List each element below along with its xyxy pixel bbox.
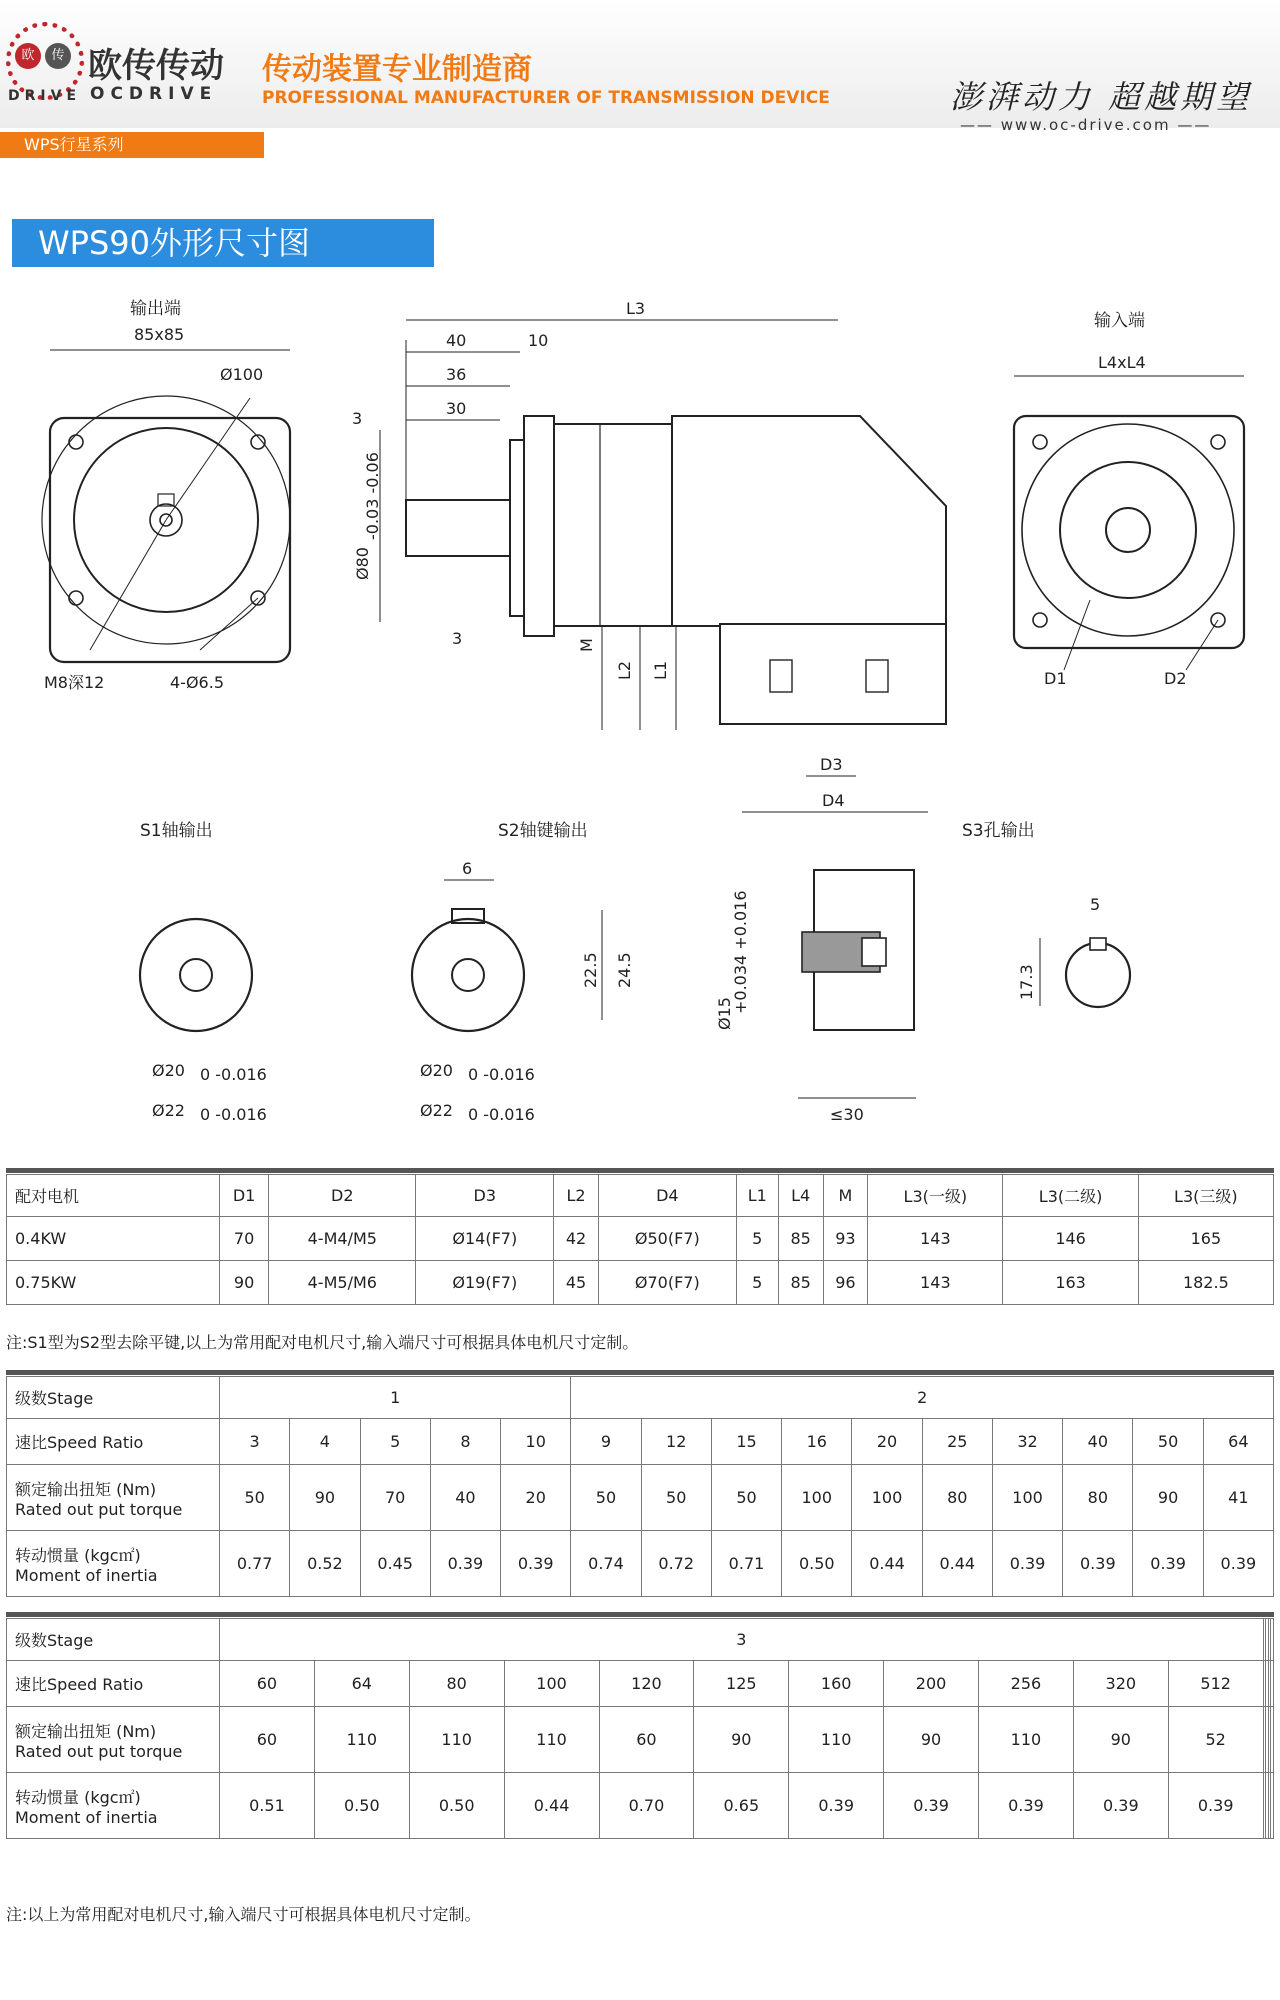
leader-d100 <box>166 398 250 520</box>
table-cell: 4-M5/M6 <box>269 1261 416 1305</box>
d36-label: 36 <box>446 365 467 384</box>
l4-label: L4xL4 <box>1098 353 1146 372</box>
table-header-cell: L2 <box>554 1175 599 1217</box>
table-cell: 20 <box>501 1465 571 1531</box>
table-cell: 40 <box>1063 1419 1133 1465</box>
s2-outer-circle <box>412 919 524 1031</box>
page-header <box>0 0 1280 134</box>
tagline-cn: 传动装置专业制造商 <box>262 52 532 87</box>
s3-5-label: 5 <box>1090 895 1101 914</box>
d30-label: 30 <box>446 399 467 418</box>
table-cell: 110 <box>409 1707 504 1773</box>
table-cell: 60 <box>220 1707 315 1773</box>
input-outer-circle <box>1022 424 1234 636</box>
output-flange-square <box>50 418 290 662</box>
table-cell: 93 <box>823 1217 868 1261</box>
input-hole-tl <box>1033 435 1047 449</box>
row-label <box>7 1707 220 1773</box>
table-header-cell: L3(二级) <box>1003 1175 1138 1217</box>
s2-inner-circle <box>452 959 484 991</box>
s2-6-label: 6 <box>462 859 473 878</box>
s3-30-label: ≤30 <box>830 1105 864 1124</box>
brand-name-en: OCDRIVE <box>90 84 218 104</box>
table-cell: 80 <box>1063 1465 1133 1531</box>
s3-d15-tol: +0.034 +0.016 <box>731 890 750 1014</box>
table-cell: 50 <box>641 1465 711 1531</box>
s1-d20-tol: 0 -0.016 <box>200 1065 267 1084</box>
table-cell: 45 <box>554 1261 599 1305</box>
s1-label: S1轴输出 <box>140 821 213 841</box>
table-cell: 110 <box>314 1707 409 1773</box>
table-cell: 0.74 <box>571 1531 641 1597</box>
table-header-cell: L3(一级) <box>868 1175 1003 1217</box>
output-hole-bl <box>69 591 83 605</box>
s3-label: S3孔输出 <box>962 821 1035 841</box>
row-label-cn: 转动惯量 (kgc㎡) <box>15 1545 141 1565</box>
s1-outer-circle <box>140 919 252 1031</box>
table-cell: 20 <box>852 1419 922 1465</box>
row-label <box>7 1773 220 1839</box>
table-cell: 100 <box>782 1465 852 1531</box>
output-hole-tl <box>69 435 83 449</box>
table-cell: 0.52 <box>290 1531 360 1597</box>
table-cell: 100 <box>992 1465 1062 1531</box>
table-cell: 60 <box>220 1661 315 1707</box>
table-cell: Ø14(F7) <box>416 1217 554 1261</box>
website-text: www.oc-drive.com <box>1000 116 1171 134</box>
table-cell: 0.39 <box>884 1773 979 1839</box>
table-row <box>7 1377 1274 1419</box>
performance-table-2 <box>6 1618 1274 1839</box>
table-cell: 5 <box>736 1261 778 1305</box>
table-cell <box>1271 1619 1274 1661</box>
table-cell <box>1271 1661 1274 1707</box>
s3-d15-label: Ø15 <box>715 997 734 1030</box>
table-divider-2 <box>6 1370 1274 1375</box>
stage-group-cell: 3 <box>220 1619 1264 1661</box>
table-row <box>7 1707 1274 1773</box>
table-cell: 90 <box>694 1707 789 1773</box>
s3-bore-end <box>862 938 886 966</box>
table-cell: 16 <box>782 1419 852 1465</box>
table-row <box>7 1465 1274 1531</box>
slogan: 澎湃动力 超越期望 <box>950 78 1253 116</box>
s2-d20-tol: 0 -0.016 <box>468 1065 535 1084</box>
table-cell: 0.45 <box>360 1531 430 1597</box>
table-cell: 0.39 <box>501 1531 571 1597</box>
d100-label: Ø100 <box>220 365 264 384</box>
brand-name-cn: 欧传传动 <box>88 46 224 86</box>
side-flange-rear <box>524 416 554 636</box>
table-cell: 50 <box>571 1465 641 1531</box>
input-bore-circle <box>1106 508 1150 552</box>
input-hole-tr <box>1211 435 1225 449</box>
stage-label: 级数Stage <box>7 1619 220 1661</box>
table-cell: 125 <box>694 1661 789 1707</box>
table-divider-3 <box>6 1612 1274 1617</box>
table-divider-1 <box>6 1168 1274 1173</box>
table-cell: Ø19(F7) <box>416 1261 554 1305</box>
d40-label: 40 <box>446 331 467 350</box>
L3-label: L3 <box>626 299 646 318</box>
table-cell: 3 <box>220 1419 290 1465</box>
table-cell: 80 <box>409 1661 504 1707</box>
table-header-cell: 配对电机 <box>7 1175 220 1217</box>
row-label-en: Moment of inertia <box>15 1807 158 1827</box>
table-cell: 64 <box>1203 1419 1273 1465</box>
table-cell: 9 <box>571 1419 641 1465</box>
table-cell: 100 <box>852 1465 922 1531</box>
table-cell: 163 <box>1003 1261 1138 1305</box>
motor-table <box>6 1174 1274 1305</box>
table-row <box>7 1531 1274 1597</box>
table-cell: 256 <box>979 1661 1074 1707</box>
D1-label: D1 <box>1044 669 1067 688</box>
table-cell: 0.44 <box>504 1773 599 1839</box>
table-row <box>7 1619 1274 1661</box>
logo-char-1: 欧 <box>15 43 41 69</box>
table-cell: 90 <box>290 1465 360 1531</box>
table-header-cell: L1 <box>736 1175 778 1217</box>
table-cell: 0.39 <box>979 1773 1074 1839</box>
table-cell <box>1271 1707 1274 1773</box>
table-cell: 80 <box>922 1465 992 1531</box>
row-label-en: Rated out put torque <box>15 1741 183 1761</box>
table-cell: 41 <box>1203 1465 1273 1531</box>
table-cell <box>1271 1773 1274 1839</box>
leader-holes <box>200 598 258 650</box>
table-cell: 0.39 <box>1073 1773 1168 1839</box>
table-cell: 25 <box>922 1419 992 1465</box>
s2-225-label: 22.5 <box>581 952 600 988</box>
output-size-label: 85x85 <box>134 325 185 344</box>
input-flange-square <box>1014 416 1244 648</box>
m8-label: M8深12 <box>44 673 105 692</box>
s2-d20-label: Ø20 <box>420 1061 453 1080</box>
table-cell: 0.50 <box>409 1773 504 1839</box>
table-cell: 4 <box>290 1419 360 1465</box>
table-cell: 90 <box>220 1261 269 1305</box>
table-cell: 85 <box>778 1217 823 1261</box>
table-cell: 10 <box>501 1419 571 1465</box>
table-cell: 85 <box>778 1261 823 1305</box>
input-hole-bl <box>1033 613 1047 627</box>
table-cell: 110 <box>789 1707 884 1773</box>
table-cell: 0.51 <box>220 1773 315 1839</box>
table-cell: 12 <box>641 1419 711 1465</box>
table-row <box>7 1773 1274 1839</box>
performance-table-1 <box>6 1376 1274 1597</box>
output-end-label: 输出端 <box>130 299 181 319</box>
table-cell: 0.44 <box>852 1531 922 1597</box>
table-cell: 143 <box>868 1217 1003 1261</box>
table-cell: 42 <box>554 1217 599 1261</box>
stage-group-cell: 1 <box>220 1377 571 1419</box>
table-cell: 90 <box>1133 1465 1203 1531</box>
table-cell: 120 <box>599 1661 694 1707</box>
d80-tolerance: -0.03 -0.06 <box>363 452 382 540</box>
D4-label: D4 <box>822 791 845 810</box>
table-cell: 8 <box>430 1419 500 1465</box>
table-cell: 165 <box>1138 1217 1273 1261</box>
table-cell: 182.5 <box>1138 1261 1273 1305</box>
row-label-en: Moment of inertia <box>15 1565 158 1585</box>
table-cell: 0.50 <box>314 1773 409 1839</box>
L1-label: L1 <box>651 660 670 680</box>
table-cell: 5 <box>736 1217 778 1261</box>
row-label-cn: 额定输出扭矩 (Nm) <box>15 1479 157 1499</box>
table-cell: 70 <box>220 1217 269 1261</box>
table-header-cell: L4 <box>778 1175 823 1217</box>
table-cell: 60 <box>599 1707 694 1773</box>
s3-keyway <box>1090 938 1106 950</box>
table-cell: 0.39 <box>1133 1531 1203 1597</box>
table-cell: 0.4KW <box>7 1217 220 1261</box>
stage-group-cell: 2 <box>571 1377 1274 1419</box>
L2-label: L2 <box>615 660 634 680</box>
side-motor-adapter <box>672 416 946 724</box>
website-link[interactable]: —— www.oc-drive.com —— <box>960 116 1212 134</box>
table-cell: 143 <box>868 1261 1003 1305</box>
table-row <box>7 1661 1274 1707</box>
table-cell: 146 <box>1003 1217 1138 1261</box>
table-cell: 100 <box>504 1661 599 1707</box>
table-header-cell: D2 <box>269 1175 416 1217</box>
table-cell: 5 <box>360 1419 430 1465</box>
leader-D2 <box>1186 620 1218 670</box>
table-cell: 0.72 <box>641 1531 711 1597</box>
d3-bottom-label: 3 <box>452 629 463 648</box>
row-label-cn: 转动惯量 (kgc㎡) <box>15 1787 141 1807</box>
table-cell: 50 <box>1133 1419 1203 1465</box>
table-cell: 0.39 <box>992 1531 1062 1597</box>
table-cell: 4-M4/M5 <box>269 1217 416 1261</box>
side-slot-right <box>866 660 888 692</box>
table-cell: 0.44 <box>922 1531 992 1597</box>
table-header-cell: D4 <box>598 1175 736 1217</box>
table-cell: 15 <box>711 1419 781 1465</box>
table-cell: 40 <box>430 1465 500 1531</box>
table-cell: 110 <box>979 1707 1074 1773</box>
table-header-cell: D1 <box>220 1175 269 1217</box>
table-cell: 52 <box>1168 1707 1263 1773</box>
table-cell: 64 <box>314 1661 409 1707</box>
table-cell: 0.50 <box>782 1531 852 1597</box>
tagline-en: PROFESSIONAL MANUFACTURER OF TRANSMISSION DEVICE <box>262 88 830 108</box>
s3-hole-circle <box>1066 943 1130 1007</box>
table-row <box>7 1261 1274 1305</box>
stage-label: 级数Stage <box>7 1377 220 1419</box>
table-cell: 90 <box>1073 1707 1168 1773</box>
table-cell: 50 <box>220 1465 290 1531</box>
dimension-drawing <box>0 280 1280 1124</box>
s1-d20-label: Ø20 <box>152 1061 185 1080</box>
s1-d22-tol: 0 -0.016 <box>200 1105 267 1124</box>
note-1: 注:S1型为S2型去除平键,以上为常用配对电机尺寸,输入端尺寸可根据具体电机尺寸定制。 <box>6 1333 639 1352</box>
note-2: 注:以上为常用配对电机尺寸,输入端尺寸可根据具体电机尺寸定制。 <box>6 1905 481 1924</box>
table-cell: 110 <box>504 1707 599 1773</box>
table-cell: 0.75KW <box>7 1261 220 1305</box>
table-row <box>7 1175 1274 1217</box>
leader-D1 <box>1064 600 1090 670</box>
table-cell: 160 <box>789 1661 884 1707</box>
table-cell: 70 <box>360 1465 430 1531</box>
s2-label: S2轴键输出 <box>498 821 588 841</box>
table-header-cell: L3(三级) <box>1138 1175 1273 1217</box>
logo-char-2: 传 <box>45 43 71 69</box>
s3-173-label: 17.3 <box>1017 964 1036 1000</box>
row-label-cn: 速比Speed Ratio <box>15 1433 144 1452</box>
row-label-cn: 额定输出扭矩 (Nm) <box>15 1721 157 1741</box>
table-cell: 0.39 <box>1063 1531 1133 1597</box>
row-label <box>7 1465 220 1531</box>
row-label-en: Rated out put torque <box>15 1499 183 1519</box>
side-flange-front <box>510 440 524 616</box>
side-gear-housing <box>554 424 672 626</box>
d10-label: 10 <box>528 331 549 350</box>
table-row <box>7 1217 1274 1261</box>
table-cell: 0.39 <box>1168 1773 1263 1839</box>
table-cell: 0.70 <box>599 1773 694 1839</box>
logo-word: DRIVE <box>8 88 82 104</box>
table-cell: 50 <box>711 1465 781 1531</box>
D2-label: D2 <box>1164 669 1187 688</box>
section-title: WPS90外形尺寸图 <box>12 219 434 267</box>
M-label: M <box>577 638 596 652</box>
table-cell: Ø50(F7) <box>598 1217 736 1261</box>
table-cell: 200 <box>884 1661 979 1707</box>
table-cell: 0.39 <box>1203 1531 1273 1597</box>
table-cell: 0.39 <box>789 1773 884 1839</box>
D3-label: D3 <box>820 755 843 774</box>
row-label <box>7 1661 220 1707</box>
side-slot-left <box>770 660 792 692</box>
side-base <box>720 624 946 724</box>
s1-inner-circle <box>180 959 212 991</box>
side-shaft <box>406 500 510 556</box>
table-cell: 90 <box>884 1707 979 1773</box>
table-header-cell: D3 <box>416 1175 554 1217</box>
table-cell: 0.77 <box>220 1531 290 1597</box>
s2-d22-label: Ø22 <box>420 1101 453 1120</box>
table-cell: 320 <box>1073 1661 1168 1707</box>
row-label-cn: 速比Speed Ratio <box>15 1675 144 1694</box>
row-label <box>7 1419 220 1465</box>
d3-top-label: 3 <box>352 409 363 428</box>
input-end-label: 输入端 <box>1094 311 1145 331</box>
table-cell: 0.39 <box>430 1531 500 1597</box>
s2-d22-tol: 0 -0.016 <box>468 1105 535 1124</box>
s2-245-label: 24.5 <box>615 952 634 988</box>
holes-label: 4-Ø6.5 <box>170 673 224 692</box>
table-cell: 0.65 <box>694 1773 789 1839</box>
table-cell: 0.71 <box>711 1531 781 1597</box>
table-row <box>7 1419 1274 1465</box>
s1-d22-label: Ø22 <box>152 1101 185 1120</box>
series-label: WPS行星系列 <box>0 132 264 158</box>
d80-label: Ø80 <box>353 547 372 580</box>
table-cell: 512 <box>1168 1661 1263 1707</box>
row-label <box>7 1531 220 1597</box>
table-cell: Ø70(F7) <box>598 1261 736 1305</box>
input-pilot-circle <box>1060 462 1196 598</box>
table-header-cell: M <box>823 1175 868 1217</box>
table-cell: 96 <box>823 1261 868 1305</box>
table-cell: 32 <box>992 1419 1062 1465</box>
